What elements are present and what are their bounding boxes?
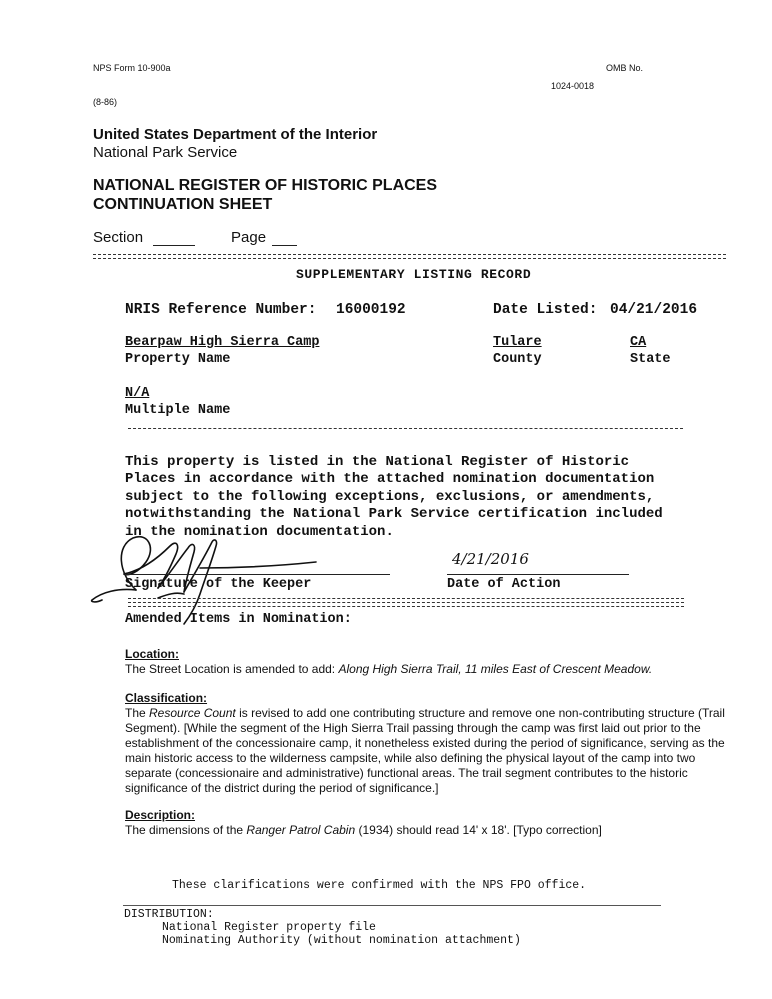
- description-section: [125, 808, 745, 838]
- signature-stroke: [200, 562, 316, 568]
- location-text-italic: Along High Sierra Trail, 11 miles East of Crescent Meadow.: [338, 662, 653, 676]
- statement-line: subject to the following exceptions, exclusions, or amendments,: [125, 488, 655, 505]
- statement-line: Places in accordance with the attached nomination documentation: [125, 471, 655, 487]
- distribution-divider: [123, 905, 661, 906]
- distribution-item: Nominating Authority (without nomination attachment): [162, 934, 521, 947]
- clarification-note: These clarifications were confirmed with the NPS FPO office.: [172, 879, 587, 892]
- omb-number: 1024-0018: [551, 81, 595, 91]
- page-label: Page: [231, 229, 267, 246]
- distribution-item: National Register property file: [162, 921, 376, 934]
- statement-line: notwithstanding the National Park Service certification included: [125, 506, 663, 522]
- classification-heading: Classification:: [125, 691, 208, 705]
- statement-line: in the nomination documentation.: [125, 523, 394, 540]
- nris-label: NRIS Reference Number:: [125, 302, 317, 318]
- description-italic: Ranger Patrol Cabin: [246, 823, 356, 837]
- record-title: SUPPLEMENTARY LISTING RECORD: [296, 267, 532, 282]
- form-number: NPS Form 10-900a: [93, 63, 171, 73]
- statement-divider: [128, 428, 683, 429]
- classification-prefix: The: [125, 706, 150, 720]
- date-of-action-line: [447, 574, 629, 575]
- statement-line: This property is listed in the National Register of Historic: [125, 453, 630, 470]
- signature-line: [125, 574, 390, 575]
- section-blank: [153, 245, 195, 246]
- form-date: (8-86): [93, 97, 118, 107]
- description-heading: Description:: [125, 808, 196, 822]
- classification-section: [125, 691, 745, 796]
- document-title-line2: CONTINUATION SHEET: [93, 196, 273, 213]
- amended-items-label: Amended Items in Nomination:: [125, 612, 352, 627]
- date-listed-label: Date Listed:: [493, 302, 598, 318]
- amend-divider-top: [128, 598, 684, 599]
- state-label: State: [630, 352, 671, 367]
- amend-divider-middle: [128, 602, 684, 603]
- omb-label: OMB No.: [606, 63, 644, 73]
- section-label: Section: [93, 229, 144, 246]
- date-of-action-label: Date of Action: [447, 577, 561, 592]
- header-divider-top: [93, 254, 726, 255]
- signature-label: Signature of the Keeper: [125, 577, 312, 592]
- amend-divider-bottom: [128, 606, 684, 607]
- county-value: Tulare: [493, 335, 542, 350]
- location-heading: Location:: [125, 647, 179, 661]
- nris-number: 16000192: [336, 302, 406, 318]
- classification-rest: is revised to add one contributing structure and remove one non-contributing structure (Trail Segment). [While the segment of the High Sierra Trail passing through the camp was first laid out prior to the establishment of the concessionaire camp, it nonetheless existed during the period of significance, serving as the main historic access to the wilderness campsite, while also defining the physical layout of the camp into two separate (concessionaire and administrative) functional areas. The trail segment contributes to the historic significance of the district during the period of significance.]: [125, 706, 725, 795]
- location-heading-text: Location: [125, 647, 175, 661]
- description-prefix: The dimensions of the: [125, 823, 247, 837]
- multiple-name-value: N/A: [125, 386, 150, 401]
- agency-name: National Park Service: [93, 144, 238, 161]
- description-heading-text: Description: [125, 808, 192, 822]
- description-rest: (1934) should read 14' x 18'. [Typo correction]: [355, 823, 602, 837]
- header-divider-bottom: [93, 258, 726, 259]
- distribution-label: DISTRIBUTION:: [124, 908, 214, 921]
- multiple-name-label: Multiple Name: [125, 403, 231, 418]
- department-name: United States Department of the Interior: [93, 126, 378, 143]
- classification-heading-text: Classification: [125, 691, 204, 705]
- handwritten-action-date: 4/21/2016: [452, 550, 529, 568]
- location-text-prefix: The Street Location is amended to add:: [125, 662, 339, 676]
- property-name-label: Property Name: [125, 352, 231, 367]
- date-listed-value: 04/21/2016: [610, 302, 698, 318]
- classification-italic: Resource Count: [149, 706, 236, 720]
- location-section: [125, 647, 745, 677]
- page-blank: [272, 245, 297, 246]
- state-value: CA: [630, 335, 647, 350]
- property-name-value: Bearpaw High Sierra Camp: [125, 335, 320, 350]
- document-title-line1: NATIONAL REGISTER OF HISTORIC PLACES: [93, 177, 438, 194]
- county-label: County: [493, 352, 542, 367]
